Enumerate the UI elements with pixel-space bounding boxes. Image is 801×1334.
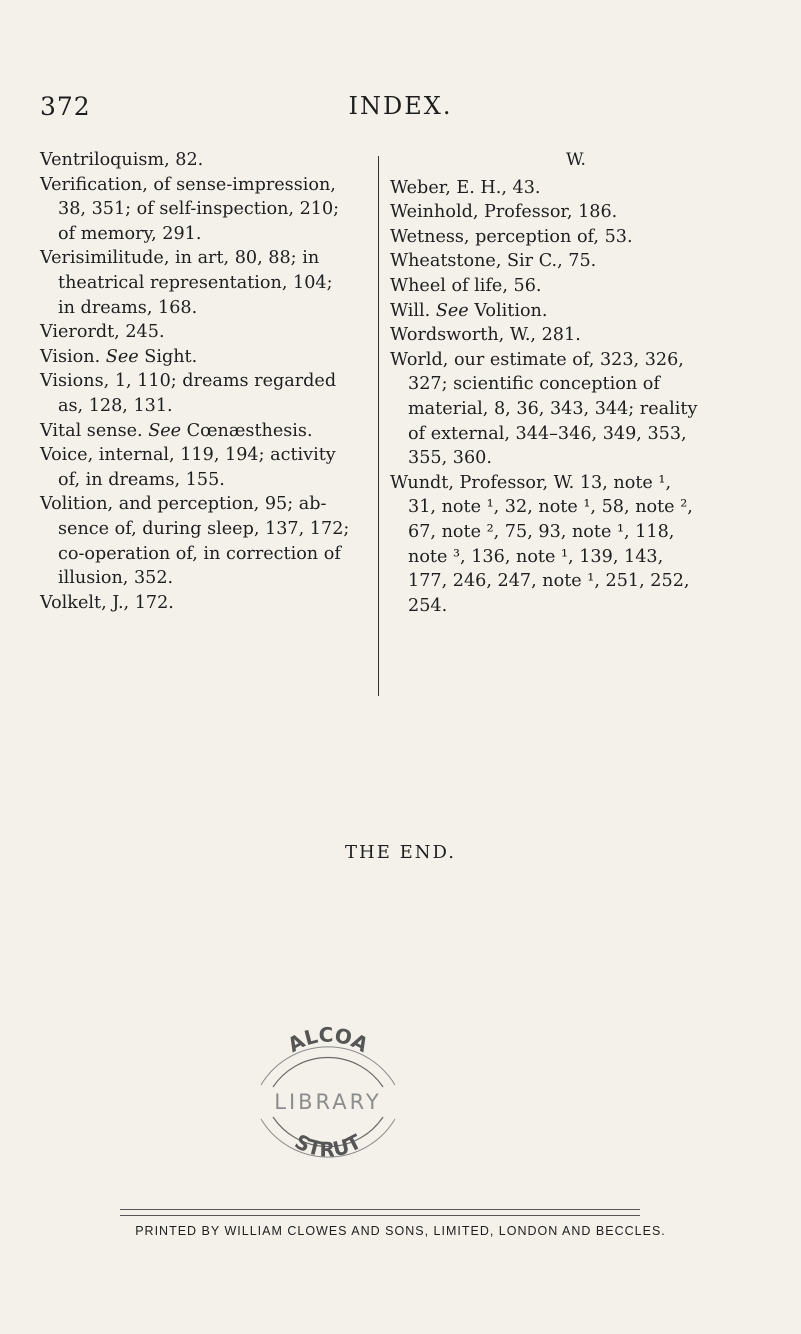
section-letter: W. <box>566 150 586 170</box>
index-column-left <box>40 148 372 615</box>
stamp-middle-text: LIBRARY <box>274 1090 382 1114</box>
column-divider <box>378 156 379 696</box>
index-entry: Volition, and perception, 95; ab- sence of, during sleep, 137, 172; co-operation of, in correction of illusion, 352. <box>40 494 350 589</box>
stamp-arc-outer <box>261 1047 395 1085</box>
library-stamp <box>233 1005 423 1187</box>
index-entry: Vision. See Sight. <box>40 346 198 367</box>
index-entry: Wordsworth, W., 281. <box>390 325 581 346</box>
page-header <box>0 92 801 132</box>
index-entry: Vierordt, 245. <box>40 322 165 343</box>
index-entry: Verisimilitude, in art, 80, 88; in theatrical representation, 104; in dreams, 168. <box>40 248 333 318</box>
index-entry: Voice, internal, 119, 194; activity of, in dreams, 155. <box>40 445 336 490</box>
index-entry: Visions, 1, 110; dreams regarded as, 128, 131. <box>40 371 337 416</box>
index-entry: Wundt, Professor, W. 13, note ¹, 31, note ¹, 32, note ¹, 58, note ², 67, note ², 75, 93, note ¹, 118, note ³, 136, note ¹, 139, 143, 177, 246, 247, note ¹, 251, 252, 254. <box>390 472 693 616</box>
rule-top <box>120 1209 640 1210</box>
printer-imprint: PRINTED BY WILLIAM CLOWES AND SONS, LIMITED, LONDON AND BECCLES. <box>135 1224 666 1238</box>
index-entry: World, our estimate of, 323, 326, 327; scientific conception of material, 8, 36, 343, 344; reality of external, 344–346, 349, 353, 355, 360. <box>390 349 698 469</box>
rule-bottom <box>120 1215 640 1216</box>
index-entry: Will. See Volition. <box>390 300 548 321</box>
the-end-text: THE END. <box>345 842 456 863</box>
index-entry: Wetness, perception of, 53. <box>390 226 633 247</box>
index-entry: Vital sense. See Cœnæsthesis. <box>40 420 313 441</box>
stamp-top-text: ALCOA <box>283 1022 373 1058</box>
page-number: 372 <box>40 92 91 121</box>
page-title: INDEX. <box>348 92 453 120</box>
index-column-right <box>390 148 762 618</box>
index-entry: Verification, of sense-impression, 38, 351; of self-inspection, 210; of memory, 291. <box>40 174 340 244</box>
index-entry: Weber, E. H., 43. <box>390 177 541 198</box>
index-entry: Volkelt, J., 172. <box>40 592 174 613</box>
index-entry: Ventriloquism, 82. <box>40 150 204 170</box>
stamp-arc-top <box>273 1057 383 1087</box>
index-entry: Weinhold, Professor, 186. <box>390 202 618 223</box>
stamp-bottom-text: STRUT <box>290 1129 366 1162</box>
index-entry: Wheatstone, Sir C., 75. <box>390 251 597 272</box>
index-entry: Wheel of life, 56. <box>390 275 542 296</box>
